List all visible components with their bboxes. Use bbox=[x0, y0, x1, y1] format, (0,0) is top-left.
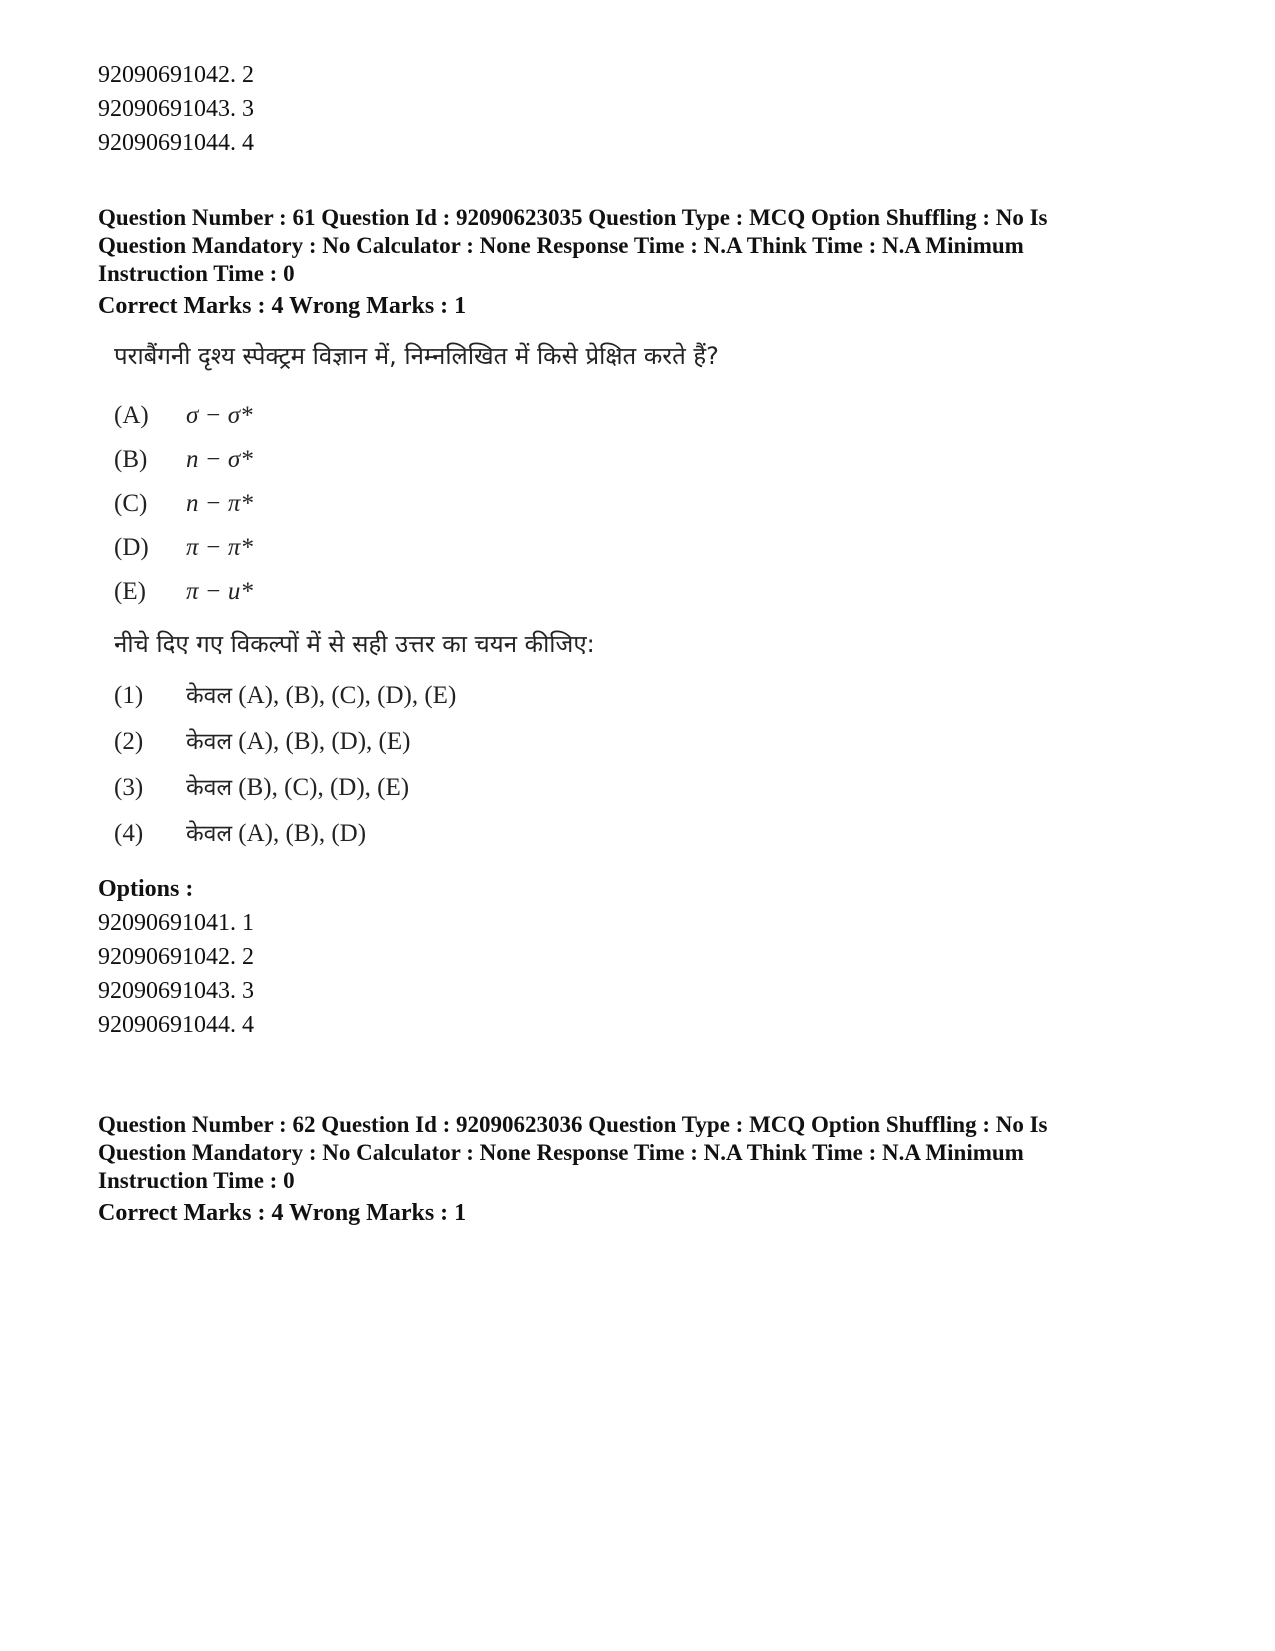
header-line: Question Mandatory : No Calculator : None Response Time : N.A Think Time : N.A Minimum bbox=[98, 233, 1024, 258]
choice-value: (A), (B), (D), (E) bbox=[238, 728, 411, 755]
question-instruction: नीचे दिए गए विकल्पों में से सही उत्तर का चयन कीजिए: bbox=[114, 630, 595, 658]
statement-item-d bbox=[114, 526, 754, 570]
option-line: 92090691042. 2 bbox=[98, 62, 254, 88]
item-expression: π − π* bbox=[186, 534, 253, 561]
options-heading: Options : bbox=[98, 876, 194, 902]
statement-item-c bbox=[114, 482, 754, 526]
choice-label: (3) bbox=[114, 774, 144, 801]
item-label: (B) bbox=[114, 446, 148, 473]
option-line: 92090691041. 1 bbox=[98, 910, 254, 936]
item-label: (A) bbox=[114, 402, 149, 429]
item-label: (D) bbox=[114, 534, 149, 561]
header-line: Instruction Time : 0 bbox=[98, 261, 295, 286]
choice-text bbox=[186, 674, 456, 718]
statement-item-a bbox=[114, 394, 754, 438]
option-line: 92090691044. 4 bbox=[98, 130, 254, 156]
choice-text bbox=[186, 720, 410, 764]
choice-value: (A), (B), (C), (D), (E) bbox=[238, 682, 457, 709]
choice-prefix: केवल bbox=[186, 821, 233, 847]
answer-choice-1 bbox=[114, 674, 754, 720]
question-61-options bbox=[98, 872, 254, 1042]
item-expression: π − u* bbox=[186, 578, 253, 605]
previous-options-list bbox=[98, 58, 254, 160]
choice-label: (1) bbox=[114, 682, 144, 709]
option-line: 92090691042. 2 bbox=[98, 944, 254, 970]
choice-text bbox=[186, 812, 366, 856]
option-line: 92090691044. 4 bbox=[98, 1012, 254, 1038]
choice-value: (A), (B), (D) bbox=[238, 820, 367, 847]
item-label: (E) bbox=[114, 578, 146, 605]
question-61-header bbox=[98, 204, 1188, 288]
question-stem: पराबैंगनी दृश्य स्पेक्ट्रम विज्ञान में, निम्नलिखित में किसे प्रेक्षित करते हैं? bbox=[114, 342, 719, 370]
header-line: Question Number : 62 Question Id : 92090623036 Question Type : MCQ Option Shuffling : No Is bbox=[98, 1112, 1048, 1137]
statement-item-e bbox=[114, 570, 754, 614]
question-62-marks: Correct Marks : 4 Wrong Marks : 1 bbox=[98, 1200, 467, 1226]
answer-choice-3 bbox=[114, 766, 754, 812]
question-62-header bbox=[98, 1111, 1188, 1195]
choice-value: (B), (C), (D), (E) bbox=[238, 774, 410, 801]
header-line: Instruction Time : 0 bbox=[98, 1168, 295, 1193]
choice-label: (4) bbox=[114, 820, 144, 847]
header-line: Question Number : 61 Question Id : 92090623035 Question Type : MCQ Option Shuffling : No Is bbox=[98, 205, 1048, 230]
statement-item-b bbox=[114, 438, 754, 482]
choice-label: (2) bbox=[114, 728, 144, 755]
choice-prefix: केवल bbox=[186, 729, 233, 755]
question-61-body bbox=[114, 340, 754, 858]
item-expression: n − π* bbox=[186, 490, 253, 517]
choice-prefix: केवल bbox=[186, 683, 233, 709]
answer-choice-2 bbox=[114, 720, 754, 766]
item-expression: σ − σ* bbox=[186, 402, 253, 429]
question-61-marks: Correct Marks : 4 Wrong Marks : 1 bbox=[98, 293, 467, 319]
answer-choice-4 bbox=[114, 812, 754, 858]
item-label: (C) bbox=[114, 490, 148, 517]
item-expression: n − σ* bbox=[186, 446, 253, 473]
header-line: Question Mandatory : No Calculator : None Response Time : N.A Think Time : N.A Minimum bbox=[98, 1140, 1024, 1165]
option-line: 92090691043. 3 bbox=[98, 96, 254, 122]
choice-prefix: केवल bbox=[186, 775, 233, 801]
choice-text bbox=[186, 766, 409, 810]
option-line: 92090691043. 3 bbox=[98, 978, 254, 1004]
